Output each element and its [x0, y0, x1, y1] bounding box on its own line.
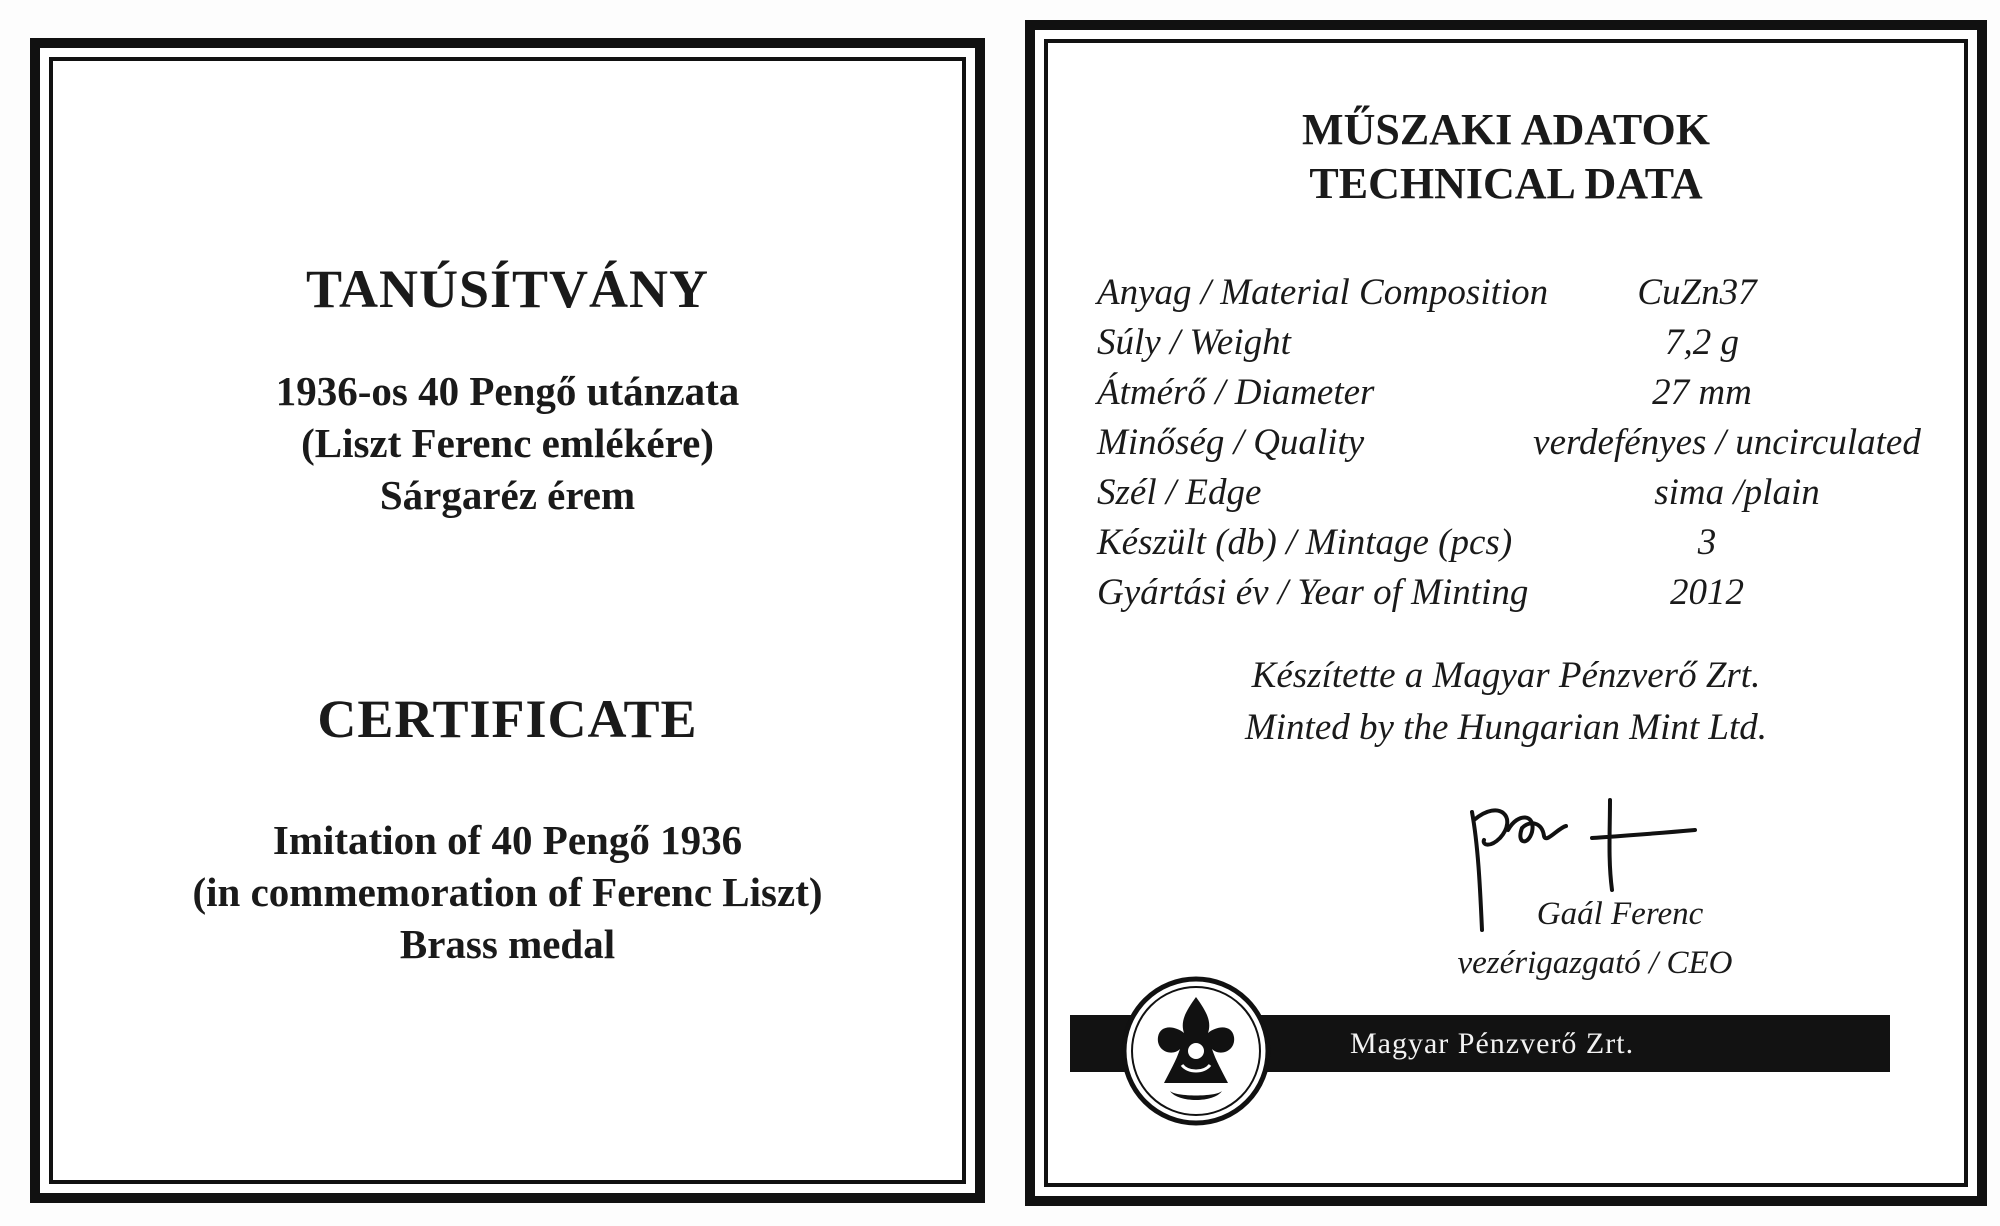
- description-en: [40, 814, 975, 970]
- title-en: CERTIFICATE: [317, 689, 698, 749]
- spec-row-quality: [1097, 418, 1957, 468]
- spec-label: Anyag / Material Composition: [1097, 272, 1549, 313]
- description-hu: [40, 365, 975, 521]
- spec-value: 27 mm: [1652, 372, 1752, 413]
- spec-row-year: [1097, 568, 1957, 618]
- minted-hu: Készítette a Magyar Pénzverő Zrt.: [1251, 655, 1761, 696]
- description-hu-line: (Liszt Ferenc emlékére): [301, 420, 714, 466]
- spec-label: Minőség / Quality: [1097, 422, 1365, 463]
- mint-emblem-icon: [1120, 975, 1272, 1127]
- spec-row-diameter: [1097, 368, 1957, 418]
- spec-row-weight: [1097, 318, 1957, 368]
- spec-label: Súly / Weight: [1097, 322, 1291, 363]
- spec-row-mintage: [1097, 518, 1957, 568]
- spec-value: 7,2 g: [1665, 322, 1739, 363]
- signer-title: vezérigazgató / CEO: [1457, 945, 1733, 981]
- description-hu-line: 1936-os 40 Pengő utánzata: [275, 368, 740, 414]
- technical-heading: [1035, 103, 1977, 211]
- spec-value: CuZn37: [1637, 272, 1757, 313]
- spec-row-material: [1097, 268, 1957, 318]
- spec-label: Készült (db) / Mintage (pcs): [1097, 522, 1513, 563]
- spec-row-edge: [1097, 468, 1957, 518]
- description-hu-line: Sárgaréz érem: [379, 472, 636, 518]
- spec-value: 2012: [1670, 572, 1744, 613]
- description-en-line: (in commemoration of Ferenc Liszt): [192, 869, 823, 915]
- spec-value: sima /plain: [1654, 472, 1820, 513]
- heading-en: TECHNICAL DATA: [1309, 159, 1703, 208]
- footer-label: Magyar Pénzverő Zrt.: [1350, 1027, 1635, 1060]
- spec-label: Gyártási év / Year of Minting: [1097, 572, 1529, 613]
- spec-label: Átmérő / Diameter: [1097, 372, 1375, 413]
- description-en-line: Imitation of 40 Pengő 1936: [272, 817, 743, 863]
- description-en-line: Brass medal: [399, 921, 616, 967]
- title-hu: TANÚSÍTVÁNY: [305, 259, 710, 319]
- spec-value: verdefényes / uncirculated: [1533, 422, 1921, 463]
- spec-value: 3: [1697, 522, 1717, 563]
- spec-label: Szél / Edge: [1097, 472, 1262, 513]
- minted-by: [1035, 650, 1977, 754]
- heading-hu: MŰSZAKI ADATOK: [1302, 105, 1710, 154]
- inner-border: [49, 57, 966, 1184]
- minted-en: Minted by the Hungarian Mint Ltd.: [1244, 707, 1768, 748]
- technical-data-card: [1025, 20, 1987, 1206]
- certificate-card: [30, 38, 985, 1203]
- signer-name: Gaál Ferenc: [1536, 896, 1704, 932]
